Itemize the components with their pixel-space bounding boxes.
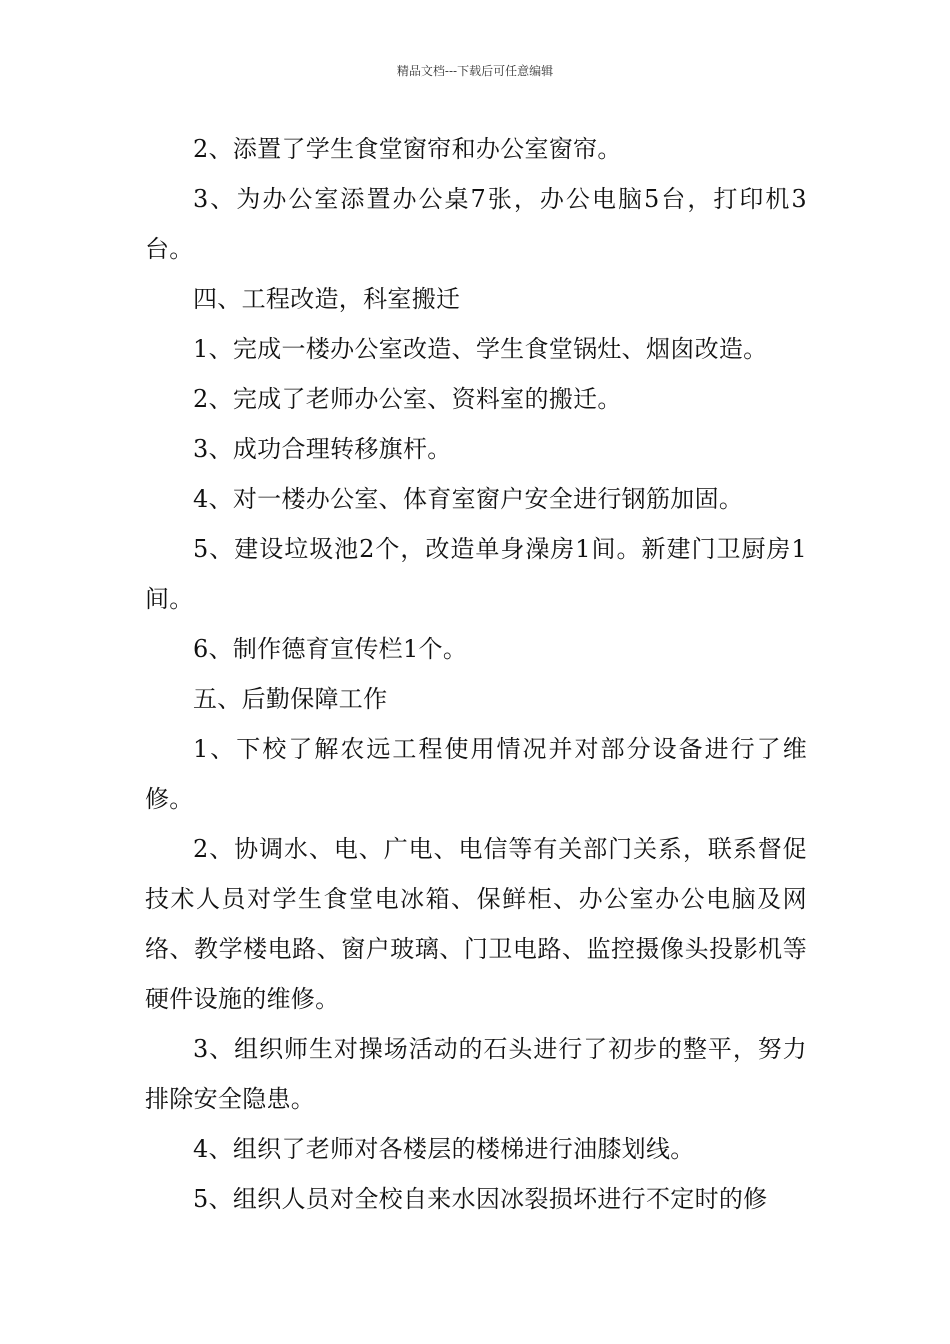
paragraph-13: 3、组织师生对操场活动的石头进行了初步的整平，努力排除安全隐患。 xyxy=(145,1035,807,1113)
section-heading-5: 五、后勤保障工作 xyxy=(193,685,388,713)
paragraph-15: 5、组织人员对全校自来水因冰裂损坏进行不定时的修 xyxy=(193,1185,768,1213)
paragraph-4: 1、完成一楼办公室改造、学生食堂锅灶、烟囱改造。 xyxy=(193,335,768,363)
paragraph-1: 2、添置了学生食堂窗帘和办公室窗帘。 xyxy=(193,135,622,163)
paragraph-2: 3、为办公室添置办公桌7张，办公电脑5台，打印机3台。 xyxy=(145,185,807,263)
page-header: 精品文档---下载后可任意编辑 xyxy=(396,64,554,78)
paragraph-8: 5、建设垃圾池2个，改造单身澡房1间。新建门卫厨房1间。 xyxy=(145,535,807,613)
paragraph-11: 1、下校了解农远工程使用情况并对部分设备进行了维修。 xyxy=(145,735,807,813)
paragraph-7: 4、对一楼办公室、体育室窗户安全进行钢筋加固。 xyxy=(193,485,744,513)
section-heading-4: 四、工程改造，科室搬迁 xyxy=(193,285,461,313)
paragraph-9: 6、制作德育宣传栏1个。 xyxy=(193,635,468,663)
paragraph-6: 3、成功合理转移旗杆。 xyxy=(193,435,452,463)
document-body xyxy=(145,124,807,1224)
paragraph-5: 2、完成了老师办公室、资料室的搬迁。 xyxy=(193,385,622,413)
paragraph-14: 4、组织了老师对各楼层的楼梯进行油膝划线。 xyxy=(193,1135,695,1163)
paragraph-12: 2、协调水、电、广电、电信等有关部门关系，联系督促技术人员对学生食堂电冰箱、保鲜柜、办公室办公电脑及网络、教学楼电路、窗户玻璃、门卫电路、监控摄像头投影机等硬件设施的维修。 xyxy=(145,835,807,1013)
